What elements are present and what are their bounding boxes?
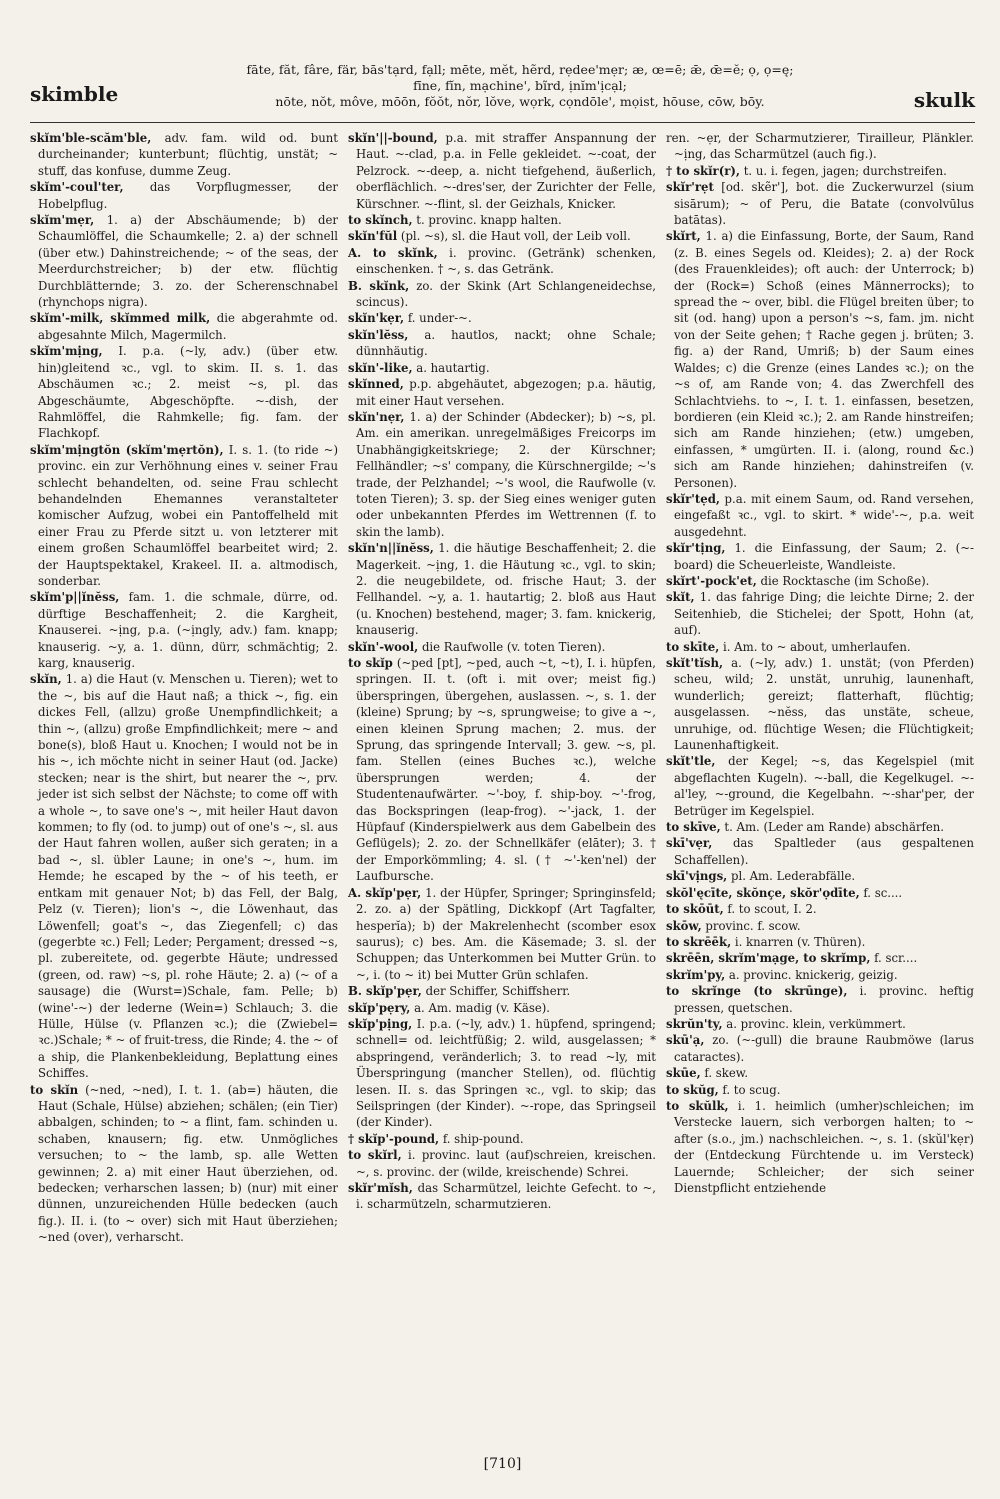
entry-definition: f. ship-pound. bbox=[442, 1131, 524, 1146]
dictionary-entry bbox=[666, 1016, 974, 1032]
dictionary-entry bbox=[666, 655, 974, 753]
entry-definition: 1. a) die Haut (v. Menschen u. Tieren); wet to the ~, bis auf die Haut naß; a thick ~, fig. ein dickes Fell, (allzu) große Unempfindlichkeit; a thin ~, (allzu) große Empfindlichkeit; mere ~ and bone(s), bloß Haut u. Knochen; I would not be in his ~, ich möchte nicht in seiner Haut (od. Jacke) stecken; near is the shirt, but nearer the ~, prv. jeder ist sich selbst der Nächste; to come off with a whole ~, to save one's ~, mit heiler Haut davon kommen; to fly (od. to jump) out of one's ~, sl. aus der Haut fahren wollen, außer sich geraten; in a bad ~, sl. übler Laune; in one's ~, hum. im Hemde; he escaped by the ~ of his teeth, er entkam mit genauer Not; b) das Fell, der Balg, Pelz (v. Tieren); lion's ~, die Löwenhaut, das Löwenfell; goat's ~, das Ziegenfell; c) das (gegerbte ꝛc.) Fell; Leder; Pergament; dressed ~s, pl. zubereitete, od. gegerbte Häute; undressed (green, od. raw) ~s, pl. rohe Häute; 2. a) (~ of a sausage) die (Wurst=)Schale, fam. Pelle; b) (wine'-~) der lederne (Wein=) Schlauch; 3. die Hülle, Hülse (v. Pflanzen ꝛc.); die (Zwiebel= ꝛc.)Schale; * ~ of fruit-tress, die Rinde; 4. the ~ of a ship, die Plankenbekleidung, Beplattung eines Schiffes. bbox=[38, 672, 338, 1081]
entry-definition: 1. a) die Einfassung, Borte, der Saum, Rand (z. B. eines Segels od. Kleides); 2. a) der Rock (des Frauenkleides); oft auch: der Unterrock; b) der (Rock=) Schoß (eines Männerrocks); to spread the ~ over, bibl. die Flügel breiten über; to sit (od. hang) upon a person's ~s, fam. jm. nicht von der Seite gehen; † Rache gegen j. brüten; 3. fig. a) der Rand, Umriß; b) der Saum eines Waldes; c) die Grenze (eines Landes ꝛc.); on the ~s of, am Rande von; 4. das Zwerchfell des Schlachtviehs. to ~, I. t. 1. einfassen, besetzen, bordieren (ein Kleid ꝛc.); 2. am Rande hinstreifen; sich am Rande hinziehen; (etw.) umgeben, einfassen, * umgürten. II. i. (along, round &c.) sich am Rande hinziehen; dahinstreifen (v. Personen). bbox=[674, 229, 974, 490]
guide-word-left: skimble bbox=[30, 82, 119, 106]
dictionary-entry bbox=[666, 819, 974, 835]
pron-line: fīne, fĭn, mạchine', bĩrd, ịnĭm'ịcạl; bbox=[413, 78, 627, 93]
entry-definition: (~ned, ~ned), I. t. 1. (ab=) häuten, die Haut (Schale, Hülse) abziehen; schälen; (ein Tier) abbalgen, schinden; to ~ a flint, fam. schinden u. schaben, knausern; fig. etw. Unmögliches versuchen; to ~ the lamb, sp. alle Wetten gewinnen; 2. a) mit einer Haut überziehen, od. bedecken; verharschen lassen; b) (nur) mit einer dünnen, unzureichenden Hülle bedecken (auch fig.). II. i. (to ~ over) sich mit Haut überziehen; ~ned (over), verharscht. bbox=[38, 1082, 338, 1245]
entry-headword: skĭt'tĭsh, bbox=[666, 656, 724, 670]
entry-definition: zo. (~-gull) die braune Raubmöwe (larus cataractes). bbox=[674, 1033, 974, 1064]
entry-headword: skĭn'n||ĭnĕss, bbox=[348, 541, 434, 556]
entry-definition: [od. skẽr'], bot. die Zuckerwurzel (sium sisārum); ~ of Peru, die Batate (convolvūlus batātas). bbox=[674, 180, 974, 228]
entry-headword: B. skĭp'pẹr, bbox=[348, 984, 422, 999]
entry-definition: das Scharmützel, leichte Gefecht. to ~, i. scharmützeln, scharmutzieren. bbox=[356, 1181, 656, 1212]
dictionary-entry bbox=[30, 589, 338, 671]
entry-headword: skĭr'mĭsh, bbox=[348, 1181, 413, 1195]
entry-definition: die Rocktasche (im Schoße). bbox=[760, 573, 930, 588]
entry-headword: to skĭnch, bbox=[348, 213, 413, 228]
column-1 bbox=[30, 130, 338, 1455]
entry-headword: skōw, bbox=[666, 918, 702, 933]
entry-definition: ren. ~ẹr, der Scharmutzierer, Tirailleur, Plänkler. ~ịng, das Scharmützel (auch fig.). bbox=[666, 131, 974, 162]
entry-definition: das Spaltleder (aus gespaltenen Schaffellen). bbox=[674, 836, 974, 867]
dictionary-entry bbox=[666, 885, 974, 901]
entry-headword: to skrēēk, bbox=[666, 934, 732, 949]
dictionary-entry bbox=[666, 934, 974, 950]
dictionary-entry bbox=[30, 1082, 338, 1246]
dictionary-entry bbox=[348, 655, 656, 885]
entry-headword: skĭn'||-bound, bbox=[348, 131, 438, 145]
entry-definition: 1. das fahrige Ding; die leichte Dirne; 2. der Seitenhieb, die Stichelei; der Spott, Hohn (at, auf). bbox=[674, 590, 974, 638]
dictionary-entry bbox=[666, 639, 974, 655]
entry-headword: to skĭp bbox=[348, 656, 393, 670]
entry-definition: der Kegel; ~s, das Kegelspiel (mit abgeflachten Kugeln). ~-ball, die Kegelkugel. ~-al'ley, ~-ground, die Kegelbahn. ~-shar'per, der Betrüger im Kegelspiel. bbox=[674, 754, 974, 818]
entry-headword: skĭm'p||ĭnĕss, bbox=[30, 590, 120, 605]
entry-definition: das Vorpflugmesser, der Hobelpflug. bbox=[38, 180, 338, 211]
entry-definition: I. s. 1. (to ride ~) provinc. ein zur Verhöhnung eines v. seiner Frau schlecht behandelten, od. seine Frau schlecht behandelnden Ehemannes veranstalteter komischer Aufzug, wobei ein Pantoffelheld mit einer Frau zu Pferde sitzt u. von letzterer mit einem großen Schaumlöffel bearbeitet wird; 2. der Hauptspektakel, Krakeel. II. a. altmodisch, sonderbar. bbox=[38, 442, 338, 588]
entry-headword: skĭn, bbox=[30, 672, 62, 687]
dictionary-entry bbox=[348, 885, 656, 983]
dictionary-entry bbox=[348, 1131, 656, 1147]
column-2 bbox=[348, 130, 656, 1455]
entry-headword: skī'vịngs, bbox=[666, 869, 728, 884]
dictionary-entry bbox=[348, 212, 656, 228]
guide-word-right: skulk bbox=[913, 88, 975, 112]
entry-definition: zo. der Skink (Art Schlangeneidechse, scincus). bbox=[356, 278, 656, 310]
entry-definition: (pl. ~s), sl. die Haut voll, der Leib voll. bbox=[400, 229, 631, 244]
entry-definition: f. to scout, I. 2. bbox=[727, 902, 817, 917]
entry-definition: der Schiffer, Schiffsherr. bbox=[425, 984, 571, 999]
entry-definition: i. provinc. heftig pressen, quetschen. bbox=[674, 984, 974, 1015]
entry-definition: i. 1. heimlich (umher)schleichen; im Verstecke lauern, sich verborgen halten; to ~ after (s.o., jm.) nachschleichen. ~, s. 1. (skŭl'kẹr) der (Entdeckung Fürchtende u. im Versteck) Lauernde; Schleicher; der sich seiner Dienstpflicht entziehende bbox=[674, 1098, 974, 1195]
entry-headword: skĭn'lĕss, bbox=[348, 327, 409, 342]
entry-headword: skŏl'ęcīte, skŏnçe, skŏr'ọdīte, bbox=[666, 885, 860, 900]
entry-definition: 1. a) der Abschäumende; b) der Schaumlöffel, die Schaumkelle; 2. a) der schnell (über etw.) Dahinstreichende; ~ of the seas, der Meerdurchstreicher; b) der etw. flüchtig Durchblätternde; 3. zo. der Scherenschnabel (rhynchops nigra). bbox=[38, 213, 338, 310]
entry-definition: 1. der Hüpfer, Springer; Springinsfeld; 2. zo. a) der Spätling, Dickkopf (Art Tagfalter, hesperĭa); b) der Makrelenhecht (scomber esox saurus); c) bes. Am. die Käsemade; 3. sl. der Schuppen; das Unterkommen bei Mutter Grün. to ~, i. (to ~ it) bei Mutter Grün schlafen. bbox=[356, 885, 656, 982]
entry-headword: skĭn'fŭl bbox=[348, 229, 398, 244]
entry-definition: p.a. mit straffer Anspannung der Haut. ~-clad, p.a. in Felle gekleidet. ~-coat, der Pelzrock. ~-deep, a. nicht tiefgehend, äußerlich, oberflächlich. ~-dres'ser, der Zurichter der Felle, Kürschner. ~-flint, sl. der Geizhals, Knicker. bbox=[356, 131, 656, 211]
entry-headword: skĭt'tle, bbox=[666, 754, 716, 769]
entry-headword: skī'vẹr, bbox=[666, 836, 713, 851]
entry-headword: to skĭn bbox=[30, 1082, 79, 1097]
dictionary-entry bbox=[666, 491, 974, 540]
dictionary-entry bbox=[348, 1180, 656, 1213]
dictionary-entry bbox=[30, 671, 338, 1081]
pronunciation-key bbox=[200, 62, 840, 110]
entry-definition: i. provinc. laut (auf)schreien, kreischen. ~, s. provinc. der (wilde, kreischende) Schrei. bbox=[356, 1148, 656, 1179]
entry-definition: 1. die Einfassung, der Saum; 2. (~-board) die Scheuerleiste, Wandleiste. bbox=[674, 541, 974, 572]
entry-headword: B. skĭnk, bbox=[348, 278, 410, 293]
dictionary-entry bbox=[30, 310, 338, 343]
dictionary-entry bbox=[348, 130, 656, 212]
entry-headword: skĭt, bbox=[666, 590, 695, 605]
entry-headword: † skĭp'-pound, bbox=[348, 1131, 440, 1146]
entry-headword: A. skĭp'pẹr, bbox=[348, 885, 422, 900]
entry-headword: to skŭg, bbox=[666, 1082, 719, 1097]
entry-headword: to skōūt, bbox=[666, 902, 724, 917]
entry-headword: skrĭm'py, bbox=[666, 967, 726, 982]
dictionary-entry bbox=[666, 589, 974, 638]
entry-definition: a. (~ly, adv.) 1. unstät; (von Pferden) scheu, wild; 2. unstät, unruhig, launenhaft, wunderlich; gereizt; flatterhaft, flüchtig; ausgelassen. ~nĕss, das unstäte, scheue, unruhige, od. flüchtige Wesen; die Flüchtigkeit; Launenhaftigkeit. bbox=[674, 656, 974, 753]
entry-definition: t. provinc. knapp halten. bbox=[416, 213, 562, 228]
dictionary-entry bbox=[666, 901, 974, 917]
dictionary-entry bbox=[666, 1098, 974, 1196]
entry-headword: † to skĭr(r), bbox=[666, 163, 741, 178]
pron-line: fāte, făt, fâre, fär, bās'tạrd, fạll; mēte, mĕt, hẽrd, rẹdee'mẹr; æ, œ=ē; ǣ, œ̄=ĕ; ọ, ọ=ę; bbox=[246, 62, 794, 77]
entry-headword: to skrĭnge (to skrūnge), bbox=[666, 984, 848, 999]
dictionary-entry bbox=[348, 278, 656, 311]
entry-definition: t. u. i. fegen, jagen; durchstreifen. bbox=[743, 163, 947, 178]
dictionary-entry bbox=[348, 376, 656, 409]
entry-definition: provinc. f. scow. bbox=[705, 918, 801, 933]
dictionary-entry bbox=[348, 1147, 656, 1180]
entry-definition: i. knarren (v. Thüren). bbox=[734, 934, 866, 949]
dictionary-entry bbox=[666, 540, 974, 573]
dictionary-entry bbox=[30, 179, 338, 212]
entry-headword: skĭnned, bbox=[348, 377, 404, 392]
dictionary-entry bbox=[348, 1000, 656, 1016]
entry-headword: to skĭrl, bbox=[348, 1148, 402, 1163]
entry-definition: adv. fam. wild od. bunt durcheinander; kunterbunt; flüchtig, unstät; ~ stuff, das konfuse, dumme Zeug. bbox=[38, 131, 338, 178]
dictionary-entry bbox=[666, 983, 974, 1016]
header-rule bbox=[30, 122, 975, 123]
dictionary-page bbox=[30, 60, 975, 1480]
entry-definition: a. hautlos, nackt; ohne Schale; dünnhäutig. bbox=[356, 327, 656, 359]
entry-definition: t. Am. (Leder am Rande) abschärfen. bbox=[724, 820, 944, 835]
entry-headword: skĭm'ble-scăm'ble, bbox=[30, 131, 152, 145]
entry-headword: skĭm'mẹr, bbox=[30, 213, 95, 228]
entry-headword: skūe, bbox=[666, 1066, 701, 1081]
dictionary-entry bbox=[666, 228, 974, 491]
entry-headword: skĭm'mịngtŏn (skĭm'mẹrtŏn), bbox=[30, 442, 224, 457]
entry-definition: a. provinc. klein, verkümmert. bbox=[726, 1016, 906, 1031]
entry-headword: to skīte, bbox=[666, 639, 720, 654]
entry-headword: skĭr'tẹd, bbox=[666, 491, 720, 506]
entry-definition: p.a. mit einem Saum, od. Rand versehen, eingefaßt ꝛc., vgl. to skirt. * wide'-~, p.a. weit ausgedehnt. bbox=[674, 491, 974, 539]
dictionary-entry bbox=[666, 163, 974, 179]
dictionary-entry bbox=[30, 130, 338, 179]
entry-headword: to skīve, bbox=[666, 820, 721, 835]
entry-columns bbox=[30, 130, 975, 1455]
entry-definition: die abgerahmte od. abgesahnte Milch, Magermilch. bbox=[38, 311, 338, 342]
entry-headword: skĭr'rẹt bbox=[666, 180, 714, 195]
entry-headword: skrēēn, skrĭm'mạge, to skrĭmp, bbox=[666, 951, 871, 966]
dictionary-entry bbox=[666, 950, 974, 966]
entry-definition: f. under-~. bbox=[407, 311, 472, 326]
dictionary-entry bbox=[666, 1032, 974, 1065]
dictionary-entry bbox=[348, 310, 656, 326]
entry-definition: fam. 1. die schmale, dürre, od. dürftige Beschaffenheit; 2. die Kargheit, Knauserei. ~ịng, p.a. (~ịngly, adv.) fam. knapp; knauserig. ~y, a. 1. dünn, dürr, schmächtig; 2. karg, knauserig. bbox=[38, 590, 338, 670]
page-number: [710] bbox=[483, 1456, 522, 1472]
pron-line: nōte, nŏt, môve, mōōn, fŏŏt, nŏr, lŏve, wọrk, cọndōle', mọist, hōuse, cōw, bōy. bbox=[275, 94, 765, 109]
entry-definition: f. sc.... bbox=[863, 885, 903, 900]
dictionary-entry bbox=[666, 1065, 974, 1081]
entry-headword: A. to skĭnk, bbox=[348, 245, 438, 260]
column-3 bbox=[666, 130, 974, 1455]
page-header bbox=[30, 60, 975, 122]
dictionary-entry bbox=[666, 753, 974, 819]
entry-definition: f. scr.... bbox=[874, 951, 918, 966]
dictionary-entry bbox=[30, 442, 338, 590]
dictionary-entry bbox=[348, 409, 656, 540]
entry-headword: skrŭn'ty, bbox=[666, 1016, 723, 1031]
entry-definition: pl. Am. Lederabfälle. bbox=[730, 869, 856, 884]
entry-headword: skĭn'kẹr, bbox=[348, 311, 405, 326]
entry-definition: I. p.a. (~ly, adv.) 1. hüpfend, springend; schnell= od. leichtfüßig; 2. wild, ausgelassen; * abspringend, veränderlich; 3. to read ~ly, mit Überspringung (mancher Stellen), od. flüchtig lesen. II. s. das Springen ꝛc., vgl. to skip; das Seilspringen (der Kinder). ~-rope, das Springseil (der Kinder). bbox=[356, 1016, 656, 1130]
entry-headword: skĭp'pịng, bbox=[348, 1016, 413, 1031]
entry-definition: 1. die häutige Beschaffenheit; 2. die Magerkeit. ~ịng, 1. die Häutung ꝛc., vgl. to skin; 2. die neugebildete, od. frische Haut; 3. der Fellhandel. ~y, a. 1. hautartig; 2. bloß aus Haut (u. Knochen) bestehend, mager; 3. fam. knickerig, knauserig. bbox=[356, 541, 656, 638]
dictionary-entry bbox=[666, 573, 974, 589]
entry-headword: skĭp'pẹry, bbox=[348, 1000, 411, 1015]
dictionary-entry bbox=[348, 983, 656, 999]
entry-headword: skĭm'-coul'ter, bbox=[30, 180, 124, 195]
dictionary-entry bbox=[666, 179, 974, 228]
dictionary-entry bbox=[348, 639, 656, 655]
entry-definition: (~ped [pt], ~ped, auch ~t, ~t), I. i. hüpfen, springen. II. t. (oft i. mit over; meist fig.) überspringen, übergehen, auslassen. ~, s. 1. der (kleine) Sprung; by ~s, sprungweise; to give a ~, einen kleinen Sprung machen; 2. mus. der Sprung, das springende Intervall; 3. gew. ~s, pl. fam. Stellen (eines Buches ꝛc.), welche übersprungen werden; 4. der Studentenaufwärter. ~'-boy, f. ship-boy. ~'-frog, das Bockspringen (leap-frog). ~'-jack, 1. der Hüpfauf (Kinderspielwerk aus dem Gabelbein des Geflügels); 2. zo. der Schnellkäfer (elāter); 3. † der Emporkömmling; 4. sl. († ~'-ken'nel) der Laufbursche. bbox=[356, 656, 656, 884]
entry-definition: I. p.a. (~ly, adv.) (über etw. hin)gleitend ꝛc., vgl. to skim. II. s. 1. das Abschäumen ꝛc.; 2. meist ~s, pl. das Abgeschäumte, Abgeschöpfte. ~-dish, der Rahmlöffel, die Rahmkelle; fig. fam. der Flachkopf. bbox=[38, 344, 338, 441]
dictionary-entry bbox=[30, 212, 338, 310]
entry-definition: a. Am. madig (v. Käse). bbox=[414, 1000, 551, 1015]
dictionary-entry bbox=[30, 343, 338, 441]
entry-definition: i. provinc. (Getränk) schenken, einschenken. † ~, s. das Getränk. bbox=[356, 245, 656, 277]
dictionary-entry bbox=[348, 327, 656, 360]
dictionary-entry bbox=[666, 835, 974, 868]
dictionary-entry bbox=[348, 1016, 656, 1131]
entry-definition: f. to scug. bbox=[722, 1082, 781, 1097]
dictionary-entry bbox=[666, 1082, 974, 1098]
entry-headword: skĭn'-like, bbox=[348, 360, 413, 375]
entry-headword: skĭrt'-pock'et, bbox=[666, 573, 757, 588]
entry-headword: skĭn'-wool, bbox=[348, 639, 419, 654]
dictionary-entry bbox=[348, 360, 656, 376]
entry-definition: i. Am. to ~ about, umherlaufen. bbox=[723, 639, 911, 654]
entry-definition: f. skew. bbox=[704, 1066, 749, 1081]
entry-headword: skū'ạ, bbox=[666, 1033, 705, 1048]
entry-headword: skĭm'-milk, skĭmmed milk, bbox=[30, 311, 211, 326]
dictionary-entry bbox=[666, 967, 974, 983]
entry-definition: 1. a) der Schinder (Abdecker); b) ~s, pl. Am. ein amerikan. unregelmäßiges Freicorps im Unabhängigkeitskriege; 2. der Kürschner; Fellhändler; ~s' company, die Kürschnergilde; ~'s trade, der Pelzhandel; ~'s wool, die Raufwolle (v. toten Tieren); 3. sp. der Sieg eines weniger guten oder unbekannten Pferdes im Wettrennen (f. to skin the lamb). bbox=[356, 409, 656, 539]
dictionary-entry bbox=[348, 245, 656, 278]
entry-definition: a. hautartig. bbox=[416, 360, 490, 375]
entry-headword: skĭrt, bbox=[666, 229, 701, 244]
entry-definition: p.p. abgehäutet, abgezogen; p.a. häutig, mit einer Haut versehen. bbox=[356, 377, 656, 408]
entry-headword: skĭn'nẹr, bbox=[348, 409, 405, 424]
dictionary-entry bbox=[348, 228, 656, 244]
entry-headword: to skŭlk, bbox=[666, 1098, 729, 1113]
entry-headword: skĭr'tịng, bbox=[666, 541, 726, 556]
dictionary-entry bbox=[348, 540, 656, 638]
entry-definition: die Raufwolle (v. toten Tieren). bbox=[421, 639, 606, 654]
dictionary-entry bbox=[666, 918, 974, 934]
entry-definition: a. provinc. knickerig, geizig. bbox=[728, 967, 898, 982]
dictionary-entry bbox=[666, 868, 974, 884]
entry-headword: skĭm'mịng, bbox=[30, 344, 103, 359]
dictionary-entry bbox=[666, 130, 974, 163]
